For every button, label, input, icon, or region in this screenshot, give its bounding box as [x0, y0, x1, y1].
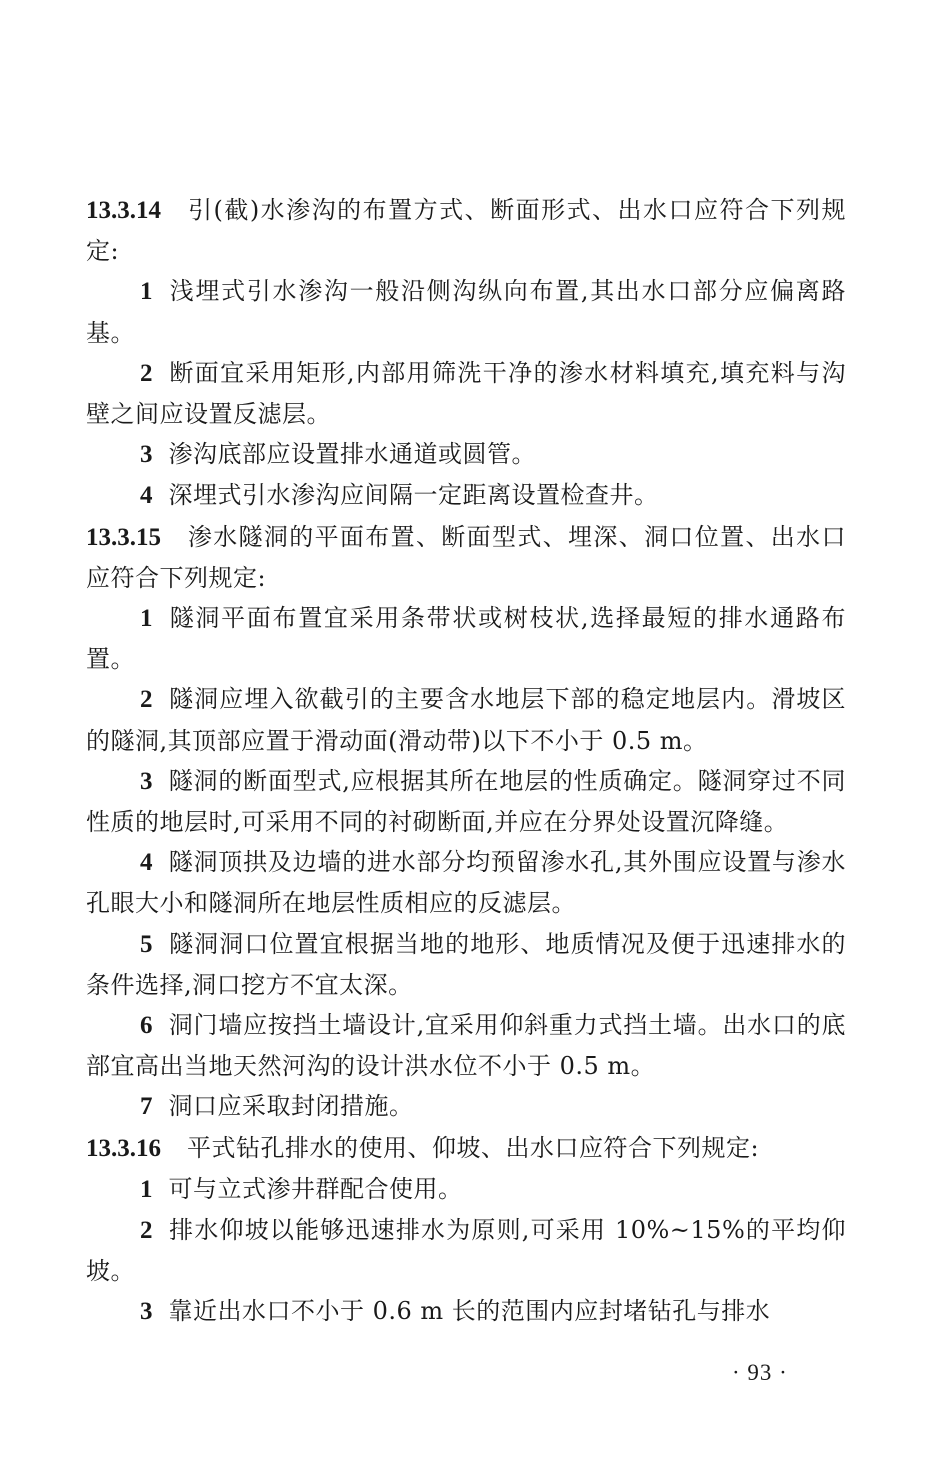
item-number: 1 [140, 605, 153, 633]
item-number: 2 [140, 359, 153, 387]
item-number: 3 [140, 441, 153, 469]
item-text: 隧洞洞口位置宜根据当地的地形、地质情况及便于迅速排水的条件选择,洞口挖方不宜太深。 [86, 929, 846, 999]
list-item [86, 434, 846, 475]
item-number: 7 [140, 1093, 153, 1121]
item-text: 洞门墙应按挡土墙设计,宜采用仰斜重力式挡土墙。出水口的底部宜高出当地天然河沟的设计洪水位不小于 0.5 m。 [86, 1011, 846, 1081]
item-number: 1 [140, 278, 153, 306]
document-body [86, 190, 846, 1333]
item-text: 排水仰坡以能够迅速排水为原则,可采用 10%~15%的平均仰坡。 [86, 1216, 846, 1286]
list-item [86, 924, 846, 1005]
list-item [86, 271, 846, 352]
item-text: 渗沟底部应设置排水通道或圆管。 [168, 440, 536, 469]
list-item [86, 1005, 846, 1086]
clause-text: 渗水隧洞的平面布置、断面型式、埋深、洞口位置、出水口应符合下列规定: [86, 522, 846, 592]
item-number: 2 [140, 1217, 153, 1245]
item-number: 5 [140, 930, 153, 958]
item-number: 3 [140, 767, 153, 795]
page-number: · 93 · [732, 1360, 788, 1385]
clause-text: 平式钻孔排水的使用、仰坡、出水口应符合下列规定: [187, 1133, 760, 1162]
item-text: 隧洞的断面型式,应根据其所在地层的性质确定。隧洞穿过不同性质的地层时,可采用不同的衬砌断面,并应在分界处设置沉降缝。 [86, 766, 846, 837]
list-item [86, 842, 846, 923]
item-text: 隧洞平面布置宜采用条带状或树枝状,选择最短的排水通路布置。 [86, 604, 846, 674]
item-text: 洞口应采取封闭措施。 [168, 1092, 414, 1121]
clause-13-3-15 [86, 517, 846, 598]
clause-13-3-16 [86, 1128, 846, 1169]
item-number: 1 [140, 1175, 153, 1203]
list-item [86, 1169, 846, 1210]
list-item [86, 1210, 846, 1291]
item-number: 6 [140, 1012, 153, 1040]
list-item [86, 598, 846, 679]
list-item [86, 761, 846, 842]
item-text: 靠近出水口不小于 0.6 m 长的范围内应封堵钻孔与排水 [168, 1297, 771, 1326]
item-text: 深埋式引水渗沟应间隔一定距离设置检查井。 [168, 481, 659, 510]
item-number: 4 [140, 482, 153, 510]
item-text: 隧洞顶拱及边墙的进水部分均预留渗水孔,其外围应设置与渗水孔眼大小和隧洞所在地层性质相应的反滤层。 [86, 848, 846, 918]
list-item [86, 353, 846, 434]
item-number: 2 [140, 686, 153, 714]
item-number: 4 [140, 849, 153, 877]
clause-number: 13.3.15 [86, 523, 161, 551]
clause-text: 引(截)水渗沟的布置方式、断面形式、出水口应符合下列规定: [86, 196, 846, 266]
item-text: 浅埋式引水渗沟一般沿侧沟纵向布置,其出水口部分应偏离路基。 [86, 277, 846, 347]
clause-number: 13.3.16 [86, 1134, 161, 1162]
list-item [86, 1291, 846, 1332]
list-item [86, 679, 846, 760]
item-text: 断面宜采用矩形,内部用筛洗干净的渗水材料填充,填充料与沟壁之间应设置反滤层。 [86, 358, 846, 429]
item-text: 隧洞应埋入欲截引的主要含水地层下部的稳定地层内。滑坡区的隧洞,其顶部应置于滑动面(滑动带)以下不小于 0.5 m。 [86, 685, 846, 755]
item-text: 可与立式渗井群配合使用。 [168, 1174, 463, 1203]
list-item [86, 475, 846, 516]
list-item [86, 1086, 846, 1127]
item-number: 3 [140, 1298, 153, 1326]
clause-13-3-14 [86, 190, 846, 271]
clause-number: 13.3.14 [86, 197, 161, 224]
